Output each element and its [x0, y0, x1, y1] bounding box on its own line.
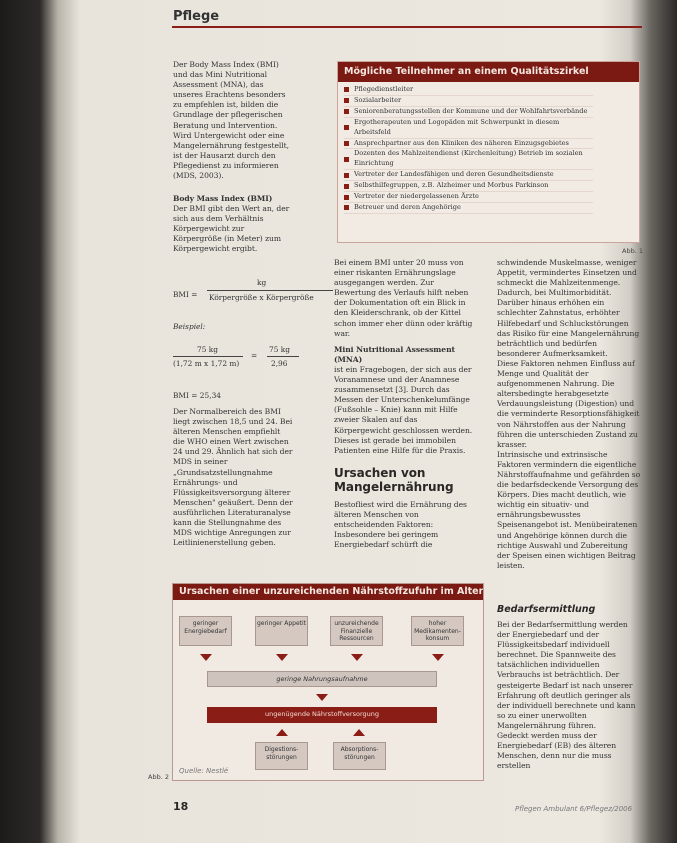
bmi-example: [173, 345, 323, 375]
bullet-square-icon: [344, 184, 349, 189]
running-header: Pflege: [173, 9, 220, 24]
factors-paragraph: Diese Faktoren nehmen Einfluss auf Menge und Qualität der aufgenommenen Nahrung. Die altersbedingte herabgesetzte Verdauungsleistung (Digestion) und die verminderte Resorptionsfähigkeit von Nährstoffen aus der Nahrung führen die unterschieden Zustand zu krasser.: [497, 358, 640, 449]
list-item: Vertreter der Landesfähigen und deren Gesundheitsdienste: [344, 170, 593, 181]
example-equals: =: [251, 351, 258, 360]
diagram-title: Ursachen einer unzureichenden Nährstoffzufuhr im Alter: [173, 584, 483, 600]
causes-paragraph: Bestofliest wird die Ernährung des älteren Menschen von entscheidenden Faktoren: Insbesondere bei geringem Energiebedarf schürft die: [334, 499, 467, 550]
list-item: Ansprechpartner aus den Kliniken des näheren Einzugsgebietes: [344, 139, 593, 150]
cause-box-medication: hoher Medikamenten-konsum: [411, 616, 464, 646]
bullet-square-icon: [344, 173, 349, 178]
bmi-definition: Der BMI gibt den Wert an, der sich aus dem Verhältnis Körpergewicht zur Körpergröße (in Meter) zum Körpergewicht ergibt.: [173, 204, 290, 254]
right-column: [497, 258, 642, 598]
cause-box-appetite: geringer Appetit: [255, 616, 308, 646]
arrow-down-icon: [200, 654, 212, 661]
arrow-down-icon: [351, 654, 363, 661]
energy-paragraph: Gedeckt werden muss der Energiebedarf (EB) des älteren Menschen, denn nur die muss erstellen: [497, 731, 617, 771]
intrinsic-paragraph: Intrinsische und extrinsische Faktoren vermindern die eigentliche Nährstoffaufnahme und gefährden so die bedarfsdeckende Versorgung des Körpers. Dies macht deutlich, wie wichtig ein situativ- und ernährungsbewusstes Speisenangebot ist. Menübeiratenen und Angehörige können durch die richtige Auswahl und Zubereitung der Speisen einen wichtigen Beitrag leisten.: [497, 449, 641, 570]
list-item: Sozialarbeiter: [344, 96, 593, 107]
arrow-down-icon: [432, 654, 444, 661]
example-denominator-2: 2,96: [271, 359, 288, 368]
list-item: Pflegedienstleiter: [344, 85, 593, 96]
cause-box-finances: unzureichende Finanzielle Ressourcen: [330, 616, 383, 646]
left-column-lower: [173, 407, 293, 559]
example-fraction-line: [173, 356, 243, 357]
bullet-square-icon: [344, 98, 349, 103]
bullet-square-icon: [344, 195, 349, 200]
cause-box-energy: geringer Energiebedarf: [179, 616, 232, 646]
bullet-square-icon: [344, 157, 349, 162]
bullet-square-icon: [344, 109, 349, 114]
participants-list: [338, 82, 639, 214]
absorption-box: Absorptions-störungen: [333, 742, 386, 770]
bullet-square-icon: [344, 87, 349, 92]
mna-paragraph: ist ein Fragebogen, der sich aus der Voranamnese und der Anamnese zusammensetzt [3]. Durch das Messen der Unterschenkelumfänge (Fußsohle – Knie) kann mit Hilfe zweier Skalen auf das Körpergewicht geschlossen werden. Dieses ist gerade bei immobilen Patienten eine Hilfe für die Praxis.: [334, 364, 473, 455]
example-label: Beispiel:: [173, 322, 206, 331]
bmi-risk-paragraph: Bei einem BMI unter 20 muss von einer riskanten Ernährungslage ausgegangen werden. Zur Bewertung des Verlaufs hilft neben der Dokumentation oft ein Blick in den Kleiderschrank, ob der Kittel schon immer eher dünn oder kräftig war.: [334, 258, 473, 338]
example-numerator: 75 kg: [197, 345, 218, 354]
page-number: 18: [173, 800, 189, 813]
mna-heading: Mini Nutritional Assessment (MNA): [334, 344, 455, 364]
needs-paragraph: Bei der Bedarfsermittlung werden der Energiebedarf und der Flüssigkeitsbedarf individuell berechnet. Die Spannweite des tatsächlichen individuellen Verbrauchs ist beträchtlich. Der gesteigerte Bedarf ist nach unserer Erfahrung oft deutlich geringer als der individuell berechnete und kann so zu einer unerwollten Mangelernährung führen.: [497, 620, 636, 730]
header-rule: [172, 26, 642, 28]
list-item: Ergotherapeuten und Logopäden mit Schwerpunkt in diesem Arbeitsfeld: [344, 118, 593, 139]
arrow-down-icon: [316, 694, 328, 701]
undersupply-bar: ungenügende Nährstoffversorgung: [207, 707, 437, 723]
participants-box: [337, 61, 640, 243]
bmi-result: BMI = 25,34: [173, 391, 221, 400]
reduced-intake-bar: geringe Nahrungsaufnahme: [207, 671, 437, 687]
example-denominator: (1,72 m x 1,72 m): [173, 359, 240, 368]
journal-footer: Pflegen Ambulant 6/Pflegez/2006: [515, 805, 633, 813]
causes-diagram: [172, 583, 484, 781]
right-column-lower: [497, 620, 642, 798]
formula-fraction-line: [207, 290, 333, 291]
figure-caption-1: Abb. 1: [622, 247, 643, 255]
list-item: Betreuer und deren Angehörige: [344, 203, 593, 214]
muscle-paragraph: schwindende Muskelmasse, weniger Appetit, vermindertes Einsetzen und schmeckt die Mahlzeitenmenge. Dadurch, bei Multimorbidität. Darüber hinaus erhöhen ein schlechter Zahnstatus, erhöhter Hilfebedarf und Schluckstörungen das Risiko für eine Mangelernährung beträchtlich und bedürfen besonderer Aufmerksamkeit.: [497, 258, 640, 358]
bullet-square-icon: [344, 141, 349, 146]
figure-caption-2: Abb. 2: [148, 773, 169, 781]
formula-numerator: kg: [257, 278, 267, 287]
bullet-square-icon: [344, 125, 349, 130]
formula-denominator: Körpergröße x Körpergröße: [209, 293, 314, 302]
intro-paragraph: Der Body Mass Index (BMI) und das Mini Nutritional Assessment (MNA), das unseres Erachtens besonders zu empfehlen ist, bilden die Grundlage der pflegerischen Beratung und Intervention. Wird Untergewicht oder eine Mangelernährung festgestellt, ist der Hausarzt durch den Pflegedienst zu informieren (MDS, 2003).: [173, 60, 290, 181]
list-item: Vertreter der niedergelassenen Ärzte: [344, 192, 593, 203]
digestion-box: Digestions-störungen: [255, 742, 308, 770]
list-item: Seniorenberatungsstellen der Kommune und der Wohlfahrtsverbände: [344, 107, 593, 118]
example-fraction-line-2: [267, 356, 299, 357]
list-item: Selbsthilfegruppen, z.B. Alzheimer und Morbus Parkinson: [344, 181, 593, 192]
arrow-down-icon: [276, 654, 288, 661]
formula-lhs: BMI =: [173, 290, 198, 299]
normal-range-paragraph: Der Normalbereich des BMI liegt zwischen 18,5 und 24. Bei älteren Menschen empfiehlt die WHO einen Wert zwischen 24 und 29. Ähnlich hat sich der MDS in seiner „Grundsatzstellungnahme Ernährungs- und Flüssigkeitsversorgung älterer Menschen" geäußert. Denn der ausführlichen Literaturanalyse kann die Stellungnahme des MDS wichtige Anregungen zur Leitlinienerstellung geben.: [173, 407, 293, 548]
list-item: Dozenten des Mahlzeitendienst (Kirchenleitung) Betrieb im sozialen Einrichtung: [344, 149, 593, 170]
bmi-heading: Body Mass Index (BMI): [173, 194, 273, 203]
bmi-formula: [173, 278, 333, 312]
arrow-up-icon: [276, 729, 288, 736]
bullet-square-icon: [344, 205, 349, 210]
needs-heading: Bedarfsermittlung: [497, 604, 596, 615]
diagram-source: Quelle: Nestlé: [179, 767, 229, 775]
participants-box-title: Mögliche Teilnehmer an einem Qualitätszirkel: [338, 62, 639, 82]
arrow-up-icon: [353, 729, 365, 736]
causes-heading: Ursachen von Mangelernährung: [334, 465, 454, 494]
middle-column: [334, 258, 476, 568]
example-numerator-2: 75 kg: [269, 345, 290, 354]
